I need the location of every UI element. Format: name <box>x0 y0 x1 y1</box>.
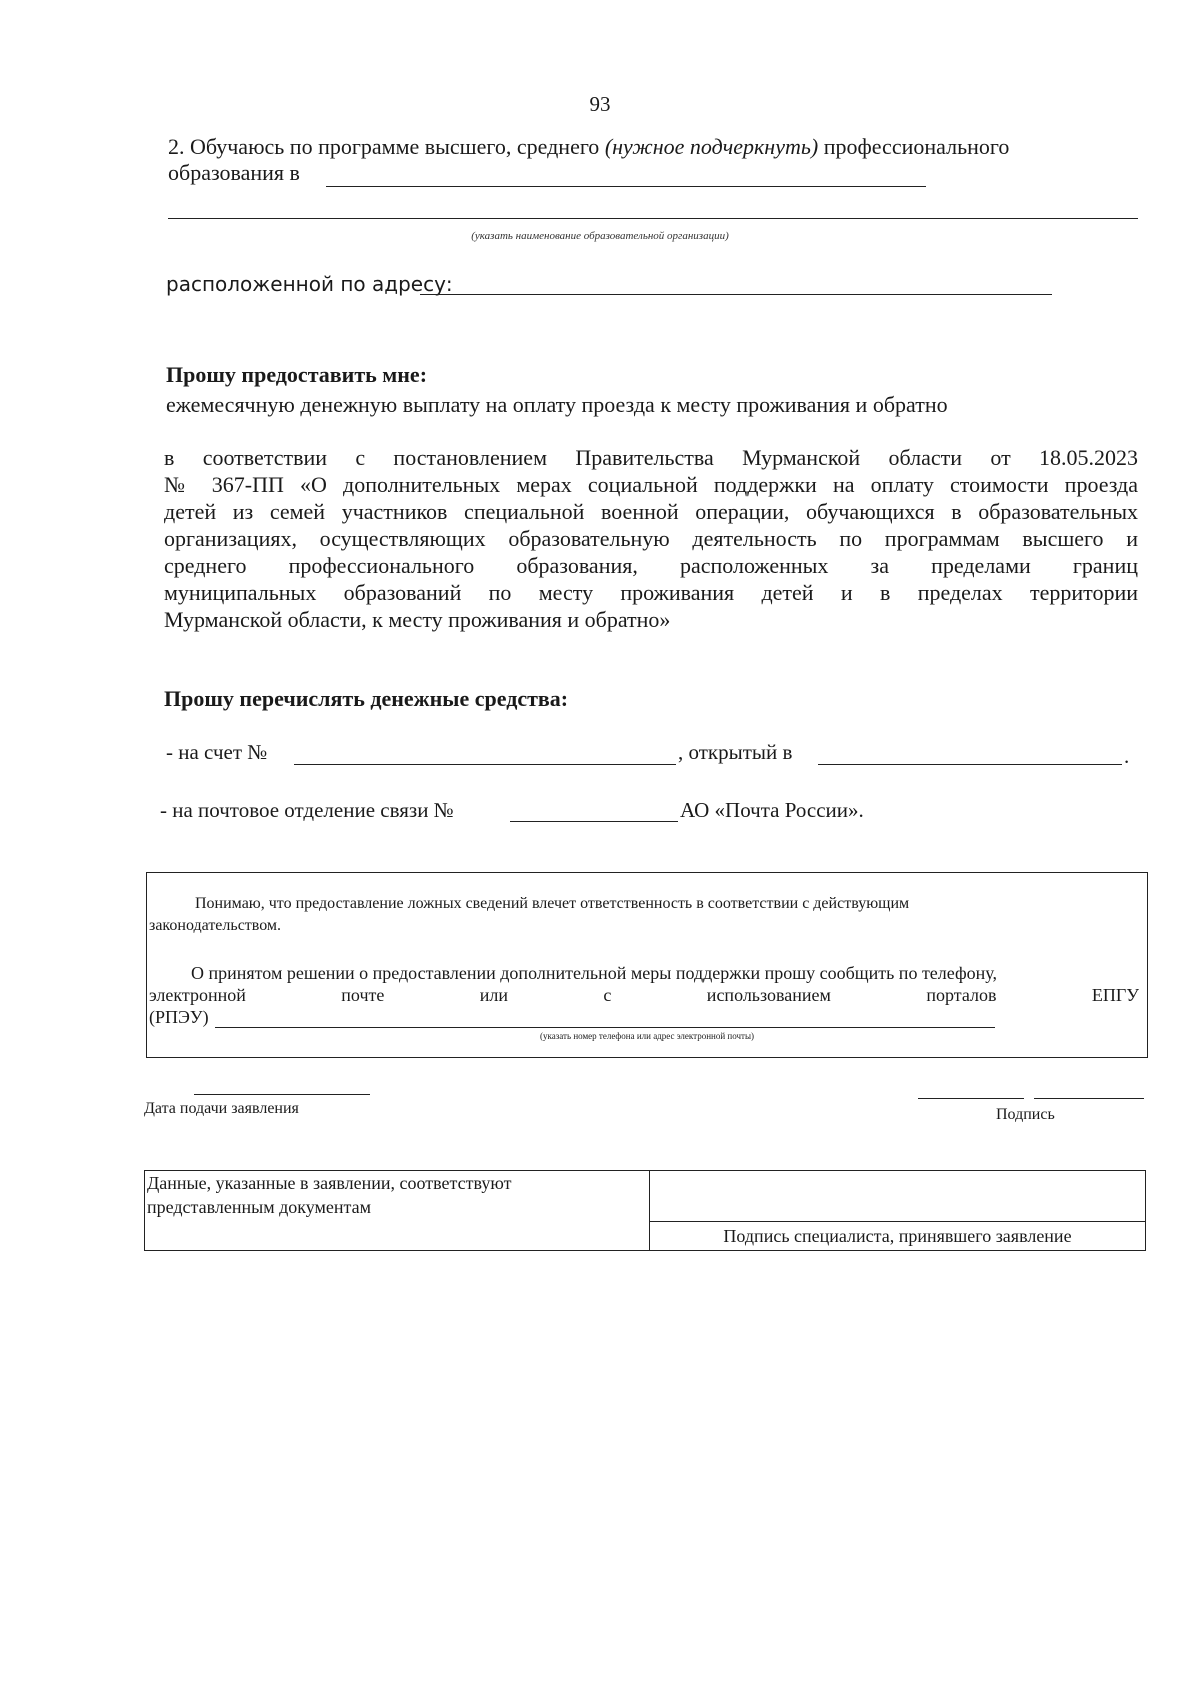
paragraph-line: № 367-ПП «О дополнительных мерах социальной поддержки на оплату стоимости проезда <box>164 472 1138 497</box>
paragraph-line: муниципальных образований по месту проживания детей и в пределах территории <box>164 580 1138 605</box>
post-office-number-field[interactable] <box>510 821 678 822</box>
account-period: . <box>1124 744 1130 768</box>
opened-in-label: , открытый в <box>678 740 793 764</box>
contact-caption: (указать номер телефона или адрес электронной почты) <box>539 1031 754 1041</box>
notice-line-3: О принятом решении о предоставлении дополнительной меры поддержки прошу сообщить по телефону, <box>191 963 997 983</box>
request-item: ежемесячную денежную выплату на оплату проезда к месту проживания и обратно <box>166 392 948 417</box>
verification-text-cell <box>145 1171 650 1251</box>
bank-name-field[interactable] <box>818 764 1122 765</box>
date-field[interactable] <box>194 1094 370 1095</box>
legal-basis-paragraph <box>164 444 1138 633</box>
post-office-label: - на почтовое отделение связи № <box>160 798 454 822</box>
date-label: Дата подачи заявления <box>144 1100 299 1117</box>
verification-text-line-1: Данные, указанные в заявлении, соответствуют <box>147 1173 512 1193</box>
notice-line-1: Понимаю, что предоставление ложных сведений влечет ответственность в соответствии с действующим <box>195 895 910 912</box>
paragraph-line-last: Мурманской области, к месту проживания и обратно» <box>164 607 671 632</box>
study-suffix: профессионального <box>818 134 1010 159</box>
paragraph-line: детей из семей участников специальной военной операции, обучающихся в образовательных <box>164 499 1138 524</box>
notice-box <box>146 872 1148 1058</box>
paragraph-line: организациях, осуществляющих образовательную деятельность по программам высшего и <box>164 526 1138 551</box>
paragraph-line: в соответствии с постановлением Правительства Мурманской области от 18.05.2023 <box>164 445 1138 470</box>
institution-caption: (указать наименование образовательной организации) <box>471 230 729 242</box>
address-label: расположенной по адресу: <box>166 272 453 296</box>
request-heading: Прошу предоставить мне: <box>166 362 428 387</box>
specialist-signature-cell[interactable] <box>650 1171 1146 1222</box>
account-number-field[interactable] <box>294 764 676 765</box>
page-number: 93 <box>589 92 611 116</box>
study-line-1 <box>168 134 1009 160</box>
post-office-suffix: АО «Почта России». <box>680 798 864 822</box>
notice-line-4: электронной почте или с использованием порталов ЕПГУ <box>149 985 1139 1005</box>
notice-line-5: (РПЭУ) <box>149 1007 209 1027</box>
notice-line-2: законодательством. <box>149 917 282 934</box>
institution-field[interactable] <box>326 186 926 187</box>
paragraph-line: среднего профессионального образования, расположенных за пределами границ <box>164 553 1138 578</box>
study-italic-note: (нужное подчеркнуть) <box>604 134 819 159</box>
account-label: - на счет № <box>166 740 268 764</box>
study-prefix: 2. Обучаюсь по программе высшего, среднего <box>168 134 605 159</box>
contact-field[interactable] <box>215 1027 995 1028</box>
specialist-signature-label: Подпись специалиста, принявшего заявление <box>650 1222 1146 1251</box>
address-field[interactable] <box>420 294 1052 295</box>
study-line-2: образования в <box>168 160 300 185</box>
signature-field[interactable] <box>918 1098 1024 1099</box>
table-row <box>145 1171 1146 1222</box>
institution-field-continued[interactable] <box>168 218 1138 219</box>
verification-text-line-2: представленным документам <box>147 1197 371 1217</box>
signature-label: Подпись <box>996 1106 1055 1123</box>
transfer-heading: Прошу перечислять денежные средства: <box>164 686 569 711</box>
verification-table <box>144 1170 1146 1251</box>
signature-name-field[interactable] <box>1034 1098 1144 1099</box>
